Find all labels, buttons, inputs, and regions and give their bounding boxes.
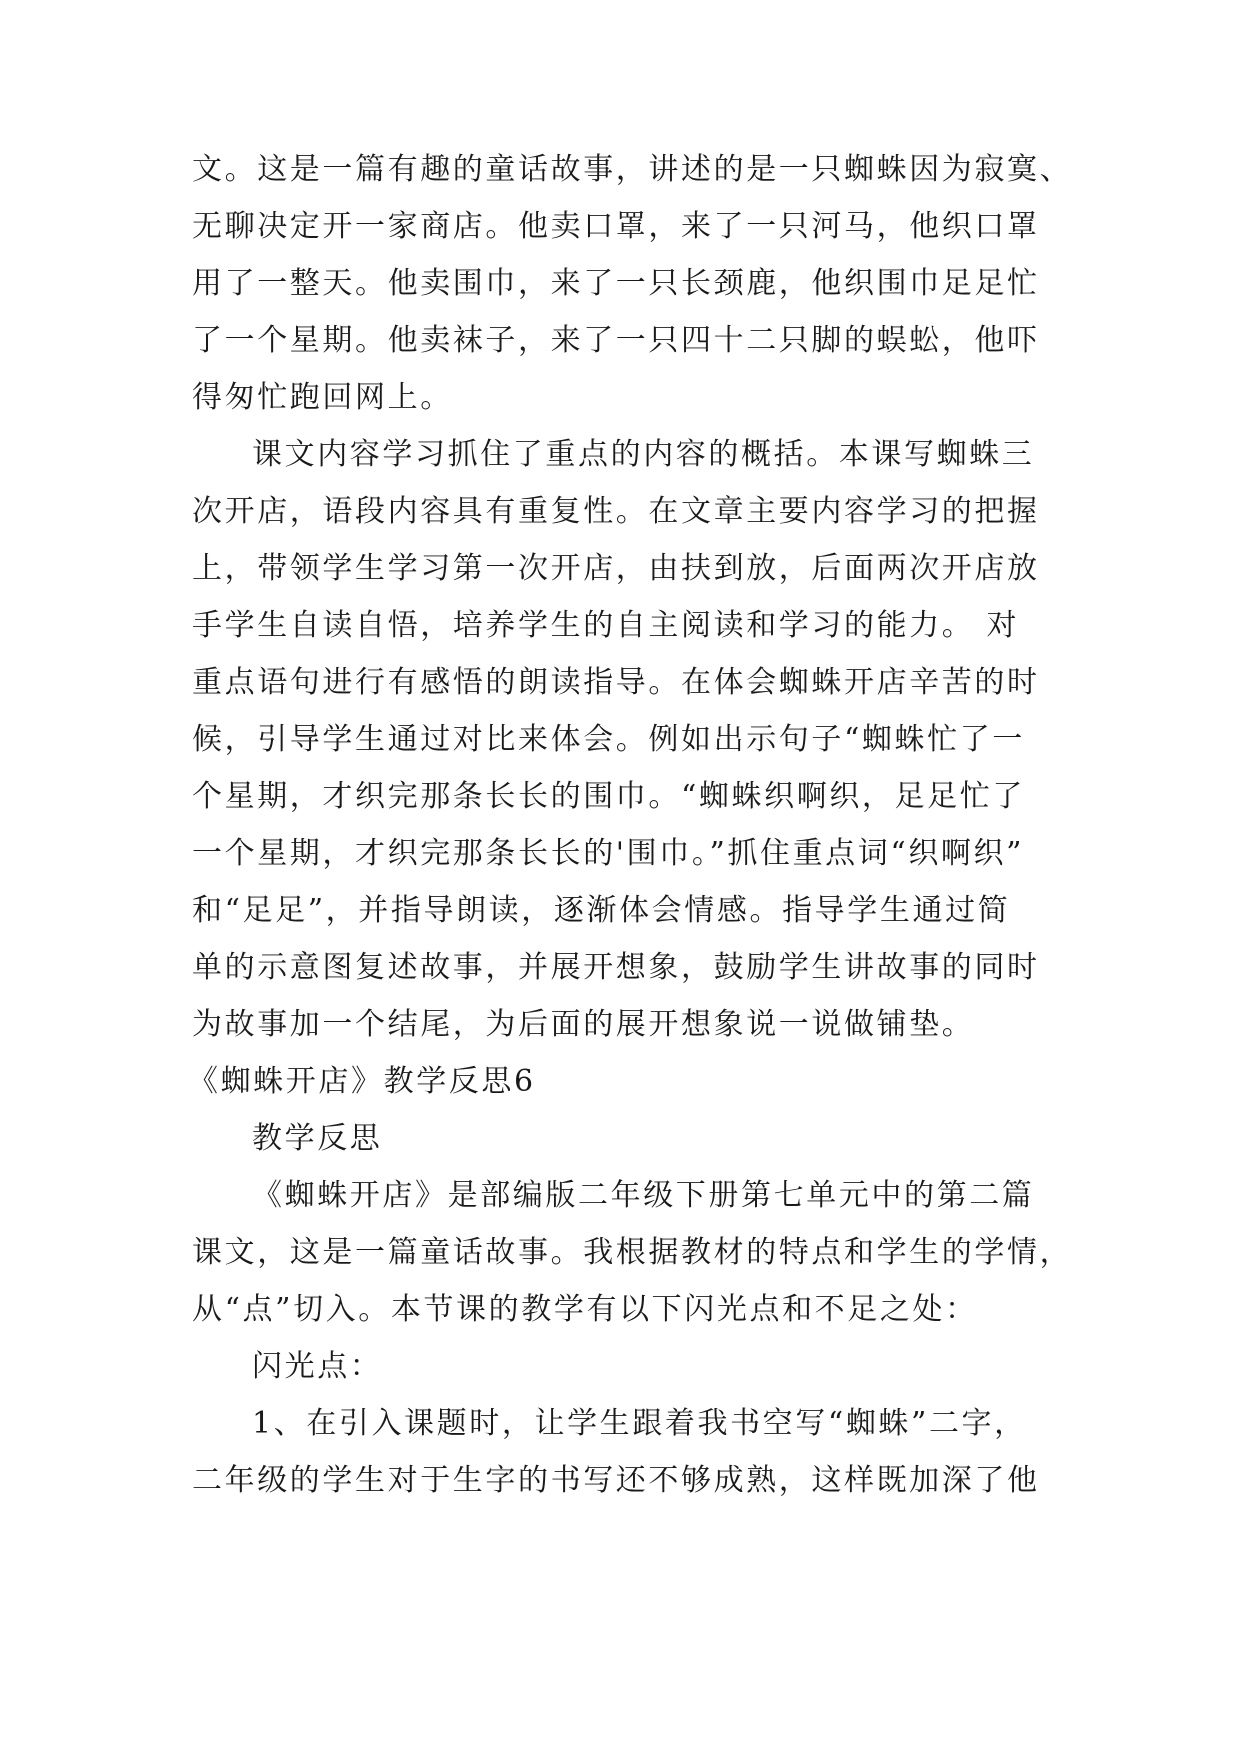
body-text-line: 从“点”切入。本节课的教学有以下闪光点和不足之处： [192,1292,978,1327]
body-text-line: 手学生自读自悟，培养学生的自主阅读和学习的能力。 对 [192,608,1020,643]
body-text-line: 一个星期，才织完那条长长的'围巾。”抓住重点词“织啊织” [192,836,1025,871]
body-text-line: 上，带领学生学习第一次开店，由扶到放，后面两次开店放 [192,551,1040,586]
body-text-line: 二年级的学生对于生字的书写还不够成熟，这样既加深了他 [192,1463,1040,1498]
body-text-line: 了一个星期。他卖袜子，来了一只四十二只脚的蜈蚣，他吓 [192,323,1040,358]
body-text-line: 用了一整天。他卖围巾，来了一只长颈鹿，他织围巾足足忙 [192,266,1040,301]
body-text-line: 得匆忙跑回网上。 [192,380,453,415]
paragraph-start-line: 《蜘蛛开店》是部编版二年级下册第七单元中的第二篇 [252,1178,1035,1213]
paragraph-start-line: 课文内容学习抓住了重点的内容的概括。本课写蜘蛛三 [252,437,1035,472]
paragraph-start-line: 1、在引入课题时，让学生跟着我书空写“蜘蛛”二字， [252,1406,1027,1441]
body-text-line: 课文，这是一篇童话故事。我根据教材的特点和学生的学情， [192,1235,1073,1270]
body-text-line: 文。这是一篇有趣的童话故事，讲述的是一只蜘蛛因为寂寞、 [192,152,1073,187]
section-heading: 《蜘蛛开店》教学反思6 [188,1064,536,1099]
body-text-line: 次开店，语段内容具有重复性。在文章主要内容学习的把握 [192,494,1040,529]
body-text-line: 为故事加一个结尾，为后面的展开想象说一说做铺垫。 [192,1007,975,1042]
sub-heading: 闪光点： [252,1349,383,1384]
sub-heading: 教学反思 [252,1121,383,1156]
body-text-line: 候，引导学生通过对比来体会。例如出示句子“蜘蛛忙了一 [192,722,1025,757]
body-text-line: 和“足足”，并指导朗读，逐渐体会情感。指导学生通过简 [192,893,1011,928]
body-text-line: 重点语句进行有感悟的朗读指导。在体会蜘蛛开店辛苦的时 [192,665,1040,700]
body-text-line: 个星期，才织完那条长长的围巾。“蜘蛛织啊织，足足忙了 [192,779,1025,814]
body-text-line: 无聊决定开一家商店。他卖口罩，来了一只河马，他织口罩 [192,209,1040,244]
body-text-line: 单的示意图复述故事，并展开想象，鼓励学生讲故事的同时 [192,950,1040,985]
